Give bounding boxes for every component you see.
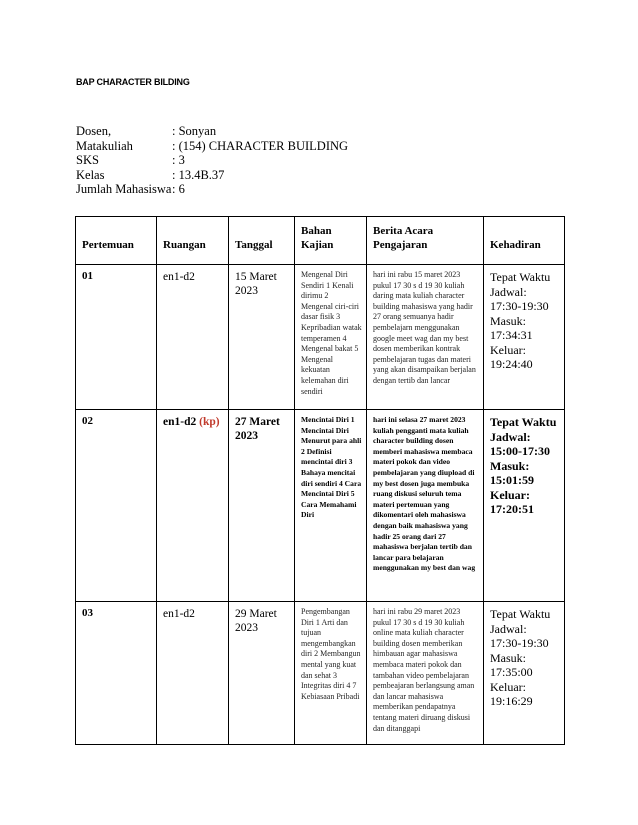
info-label: SKS (76, 153, 99, 167)
room-code: en1-d2 (163, 271, 195, 283)
course-info (76, 124, 348, 197)
attendance-jadwal: Jadwal: 17:30-19:30 (490, 284, 549, 313)
info-label: Kelas (76, 167, 105, 182)
info-row-sks (76, 153, 348, 168)
header-ruangan: Ruangan (157, 217, 229, 265)
attendance-status: Tepat Waktu (490, 607, 551, 621)
table-header-row (76, 217, 565, 265)
cell-pertemuan: 03 (76, 602, 157, 745)
room-note: (kp) (199, 416, 220, 428)
info-value: : 6 (172, 182, 185, 196)
info-label: Dosen, (76, 124, 112, 138)
attendance-masuk: Masuk: 17:34:31 (490, 313, 533, 342)
info-value: : Sonyan (172, 124, 217, 138)
cell-berita-acara: hari ini rabu 29 maret 2023 pukul 17 30 s d 19 30 kuliah online mata kuliah character building dosen memberikan himbauan agar mahasiswa membaca materi pokok dan tambahan video pembelajaran pembeajaran berlangsung aman dan lancar mahasiswa memberikan pendapatnya tentang materi diruang diskusi dan ditanggapi (367, 602, 484, 745)
room-code: en1-d2 (163, 416, 197, 428)
header-berita-acara: Berita Acara Pengajaran (367, 217, 484, 265)
header-tanggal: Tanggal (229, 217, 295, 265)
cell-tanggal: 29 Maret 2023 (229, 602, 295, 745)
header-pertemuan: Pertemuan (76, 217, 157, 265)
header-bahan-kajian: Bahan Kajian (295, 217, 367, 265)
cell-bahan-kajian: Pengembangan Diri 1 Arti dan tujuan mengembangkan diri 2 Membangun mental yang kuat dan sehat 3 Integritas diri 4 7 Kebiasaan Pribadi (295, 602, 367, 745)
info-label: Matakuliah (76, 138, 133, 153)
attendance-keluar: Keluar: 19:16:29 (490, 679, 533, 708)
cell-kehadiran (484, 265, 565, 410)
cell-pertemuan: 01 (76, 265, 157, 410)
cell-ruangan (157, 602, 229, 745)
attendance-keluar: Keluar: 19:24:40 (490, 342, 533, 371)
cell-ruangan (157, 410, 229, 602)
info-label: Jumlah Mahasiswa (76, 182, 172, 196)
attendance-table (75, 216, 565, 745)
table-row (76, 265, 565, 410)
cell-ruangan (157, 265, 229, 410)
info-row-kelas (76, 168, 348, 183)
info-value: : 13.4B.37 (172, 167, 225, 182)
cell-bahan-kajian: Mencintai Diri 1 Mencintai Diri Menurut para ahli 2 Definisi mencintai diri 3 Bahaya mencitai diri sendiri 4 Cara Mencintai Diri 5 Cara Memahami Diri (295, 410, 367, 602)
cell-kehadiran (484, 410, 565, 602)
table-row (76, 602, 565, 745)
cell-tanggal: 15 Maret 2023 (229, 265, 295, 410)
info-row-jumlah-mahasiswa (76, 182, 348, 197)
attendance-status: Tepat Waktu (490, 415, 557, 429)
info-row-dosen (76, 124, 348, 139)
info-row-matakuliah (76, 139, 348, 154)
cell-bahan-kajian: Mengenal Diri Sendiri 1 Kenali dirimu 2 Mengenal ciri-ciri dasar fisik 3 Kepribadian watak temperamen 4 Mengenal bakat 5 Mengenal kekuatan kelemahan diri sendiri (295, 265, 367, 410)
attendance-status: Tepat Waktu (490, 270, 551, 284)
cell-pertemuan: 02 (76, 410, 157, 602)
table-row (76, 410, 565, 602)
attendance-jadwal: Jadwal: 17:30-19:30 (490, 621, 549, 650)
info-value: : 3 (172, 153, 185, 167)
cell-berita-acara: hari ini rabu 15 maret 2023 pukul 17 30 s d 19 30 kuliah daring mata kuliah character building mahasiswa yang hadir 27 orang semuanya hadir pembelajarn menggunakan google meet wag dan my best dosen memberikan kontrak pembelajaran tugas dan materi yang akan disampaikan berjalan dengan tertib dan lancar (367, 265, 484, 410)
document-title: BAP CHARACTER BILDING (76, 77, 190, 87)
cell-kehadiran (484, 602, 565, 745)
attendance-masuk: Masuk: 17:35:00 (490, 650, 533, 679)
attendance-masuk: Masuk: 15:01:59 (490, 458, 534, 487)
attendance-jadwal: Jadwal: 15:00-17:30 (490, 429, 550, 458)
header-kehadiran: Kehadiran (484, 217, 565, 265)
info-value: : (154) CHARACTER BUILDING (172, 138, 349, 153)
room-code: en1-d2 (163, 608, 195, 620)
cell-berita-acara: hari ini selasa 27 maret 2023 kuliah pengganti mata kuliah character building dosen memberi mahasiswa membaca materi pokok dan video pembelajaran yang diupload di my best dosen juga membuka ruang diskusi seluruh tema materi pertemuan yang dikomentari oleh mahasiswa dengan baik mahasiswa yang hadir 25 orang dari 27 mahasiswa berjalan tertib dan lancar para belajaran menggunakan my best dan wag (367, 410, 484, 602)
attendance-keluar: Keluar: 17:20:51 (490, 487, 534, 516)
cell-tanggal: 27 Maret 2023 (229, 410, 295, 602)
